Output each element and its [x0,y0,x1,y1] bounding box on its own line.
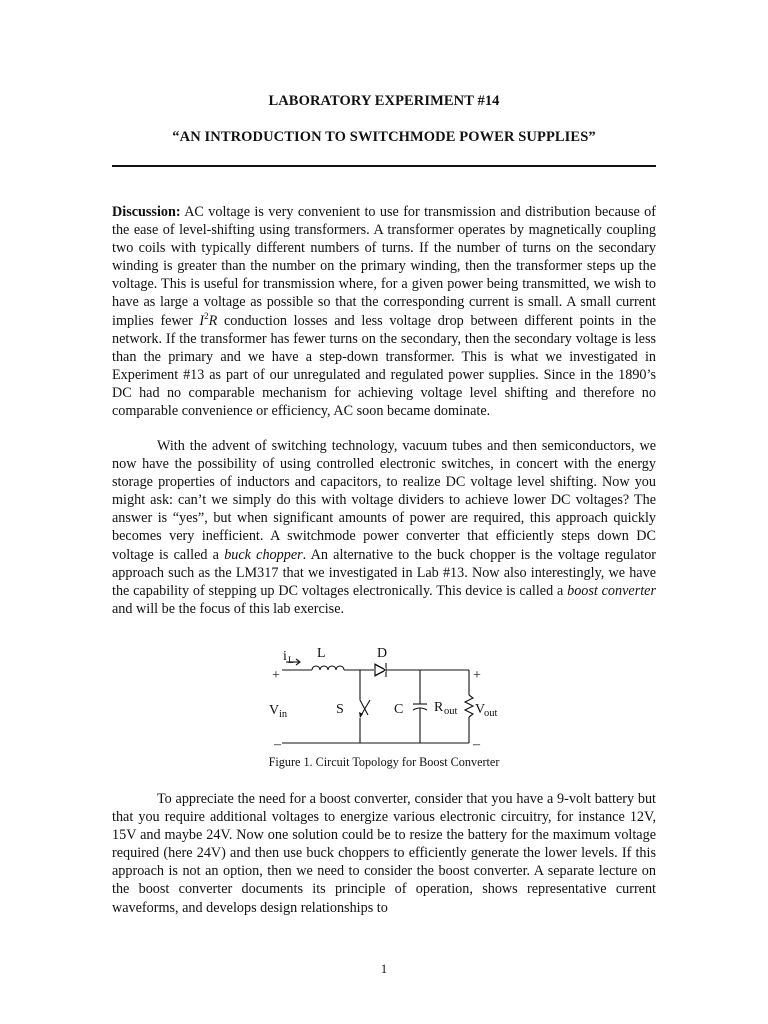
label-plus-out: + [473,668,481,683]
label-i-sub: L [288,656,294,666]
header-rule [112,165,656,167]
figure-caption: Figure 1. Circuit Topology for Boost Converter [268,755,500,769]
boost-converter-circuit [262,640,512,750]
label-r-out-sub: out [444,706,458,717]
formula-exponent: 2 [204,310,209,321]
document-title: LABORATORY EXPERIMENT #14 [268,93,500,109]
label-plus-in: + [272,668,280,683]
discussion-text-1: AC voltage is very convenient to use for transmission and distribution because of the ease of level-shifting using transformers. A transformer operates by magnetically coupling two coils with typically different numbers of turns. If the number of turns on the secondary winding is greater than the number on the primary winding, then the transformer steps up the voltage. This is useful for transmission where, for a given power being transmitted, we wish to have as large a voltage as possible so that the corresponding current is small. A small current implies fewer [112,204,656,329]
resistor-symbol [465,695,473,717]
label-i: i [283,649,287,664]
label-diode: D [377,646,388,661]
label-switch: S [336,702,344,717]
label-v-out-sub: out [484,708,498,719]
boost-need-paragraph: To appreciate the need for a boost converter, consider that you have a 9-volt battery but that you require additional voltages to energize various electronic circuitry, for instance 12V, 15V and maybe 24V. Now one solution could be to resize the battery for the maximum voltage required (here 24V) and then use buck choppers to efficiently generate the lower levels. If this approach is not an option, then we need to consider the boost converter. A separate lecture on the boost converter documents its principle of operation, shows representative current waveforms, and develops design relationships to [112,791,656,916]
label-r-out: R [434,700,444,715]
discussion-label: Discussion: [112,204,181,220]
switching-text-1: With the advent of switching technology, vacuum tubes and then semiconductors, we now have the possibility of using controlled electronic switches, in concert with the energy storage properties of inductors and capacitors, to realize DC voltage level shifting. Now you might ask: can’t we simply do this with voltage dividers to achieve lower DC voltages? The answer is “yes”, but when significant amounts of power are required, this approach quickly becomes very inefficient. A switchmode power converter that efficiently steps down DC voltage is called a [112,438,656,563]
discussion-text-2: conduction losses and less voltage drop between different points in the network. If the transformer has fewer turns on the secondary, then the secondary voltage is less than the primary and we have a step-down transformer. This is what we investigated in Experiment #13 as part of our unregulated and regulated power supplies. Since in the 1890’s DC had no comparable mechanism for achieving voltage level shifting and therefore no comparable convenience or efficiency, AC soon became dominate. [112,312,657,420]
switching-paragraph [112,437,656,618]
document-subtitle: “AN INTRODUCTION TO SWITCHMODE POWER SUPPLIES” [172,129,596,145]
label-v-in-sub: in [279,709,288,720]
label-v-out: V [475,702,486,717]
term-buck-chopper: buck chopper [224,546,303,563]
switching-text-2: . An alternative to the buck chopper is the voltage regulator approach such as the LM317 that we investigated in Lab #13. Now also interestingly, we have the capability of stepping up DC voltages electronically. This device is called a [112,546,657,599]
switching-text-3: and will be the focus of this lab exercise. [112,600,345,617]
label-capacitor: C [394,702,404,717]
label-minus-in: – [274,737,281,750]
label-minus-out: – [473,737,480,750]
page-number: 1 [380,962,388,976]
label-v-in: V [269,703,280,718]
term-boost-converter: boost converter [567,582,656,599]
formula-resistance-symbol: R [208,312,218,329]
discussion-paragraph [112,203,656,420]
inductor-symbol [312,666,344,670]
switch-blade [360,700,368,715]
formula-current-symbol: I [199,312,205,329]
label-inductor: L [317,646,326,661]
